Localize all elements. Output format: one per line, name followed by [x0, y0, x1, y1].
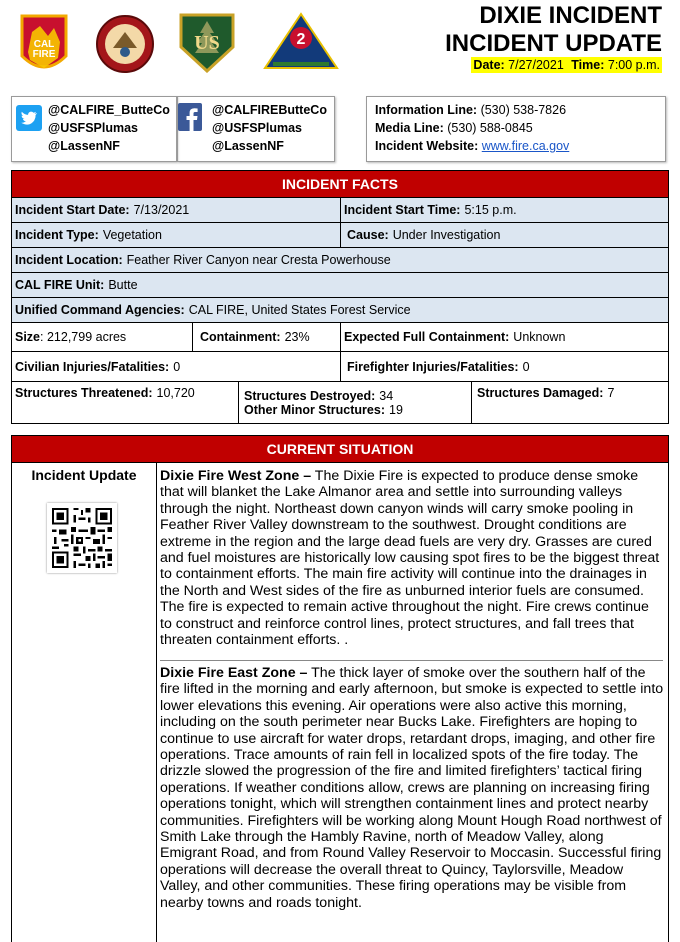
start-time-value: 5:15 p.m. [464, 203, 517, 217]
type-label: Incident Type: [15, 228, 99, 242]
website-label: Incident Website: [375, 139, 479, 153]
east-zone-paragraph [160, 665, 664, 911]
full-containment-value: Unknown [513, 330, 566, 344]
table-row [12, 352, 668, 382]
facebook-box [177, 96, 335, 162]
incident-update-column [12, 463, 157, 942]
qr-code-icon[interactable] [47, 503, 117, 573]
cal-fire-logo [18, 12, 70, 83]
info-line-label: Information Line: [375, 103, 478, 117]
cause-label: Cause: [347, 228, 389, 242]
twitter-icon[interactable] [16, 105, 42, 136]
twitter-handle-3[interactable]: @LassenNF [48, 139, 120, 153]
date-label: Date: [473, 58, 505, 72]
title-line-1: DIXIE INCIDENT [479, 2, 662, 29]
civilian-label: Civilian Injuries/Fatalities: [15, 359, 170, 374]
media-line-label: Media Line: [375, 121, 444, 135]
time-value: 7:00 p.m. [607, 58, 660, 72]
start-date-value: 7/13/2021 [133, 203, 190, 217]
svg-text:CAL: CAL [33, 39, 55, 50]
location-value: Feather River Canyon near Cresta Powerhouse [126, 253, 391, 267]
civilian-value: 0 [173, 359, 181, 374]
unit-value: Butte [108, 278, 138, 292]
containment-label: Containment: [200, 330, 281, 344]
table-row [12, 198, 668, 223]
agencies-label: Unified Command Agencies: [15, 303, 185, 317]
threatened-label: Structures Threatened: [15, 386, 153, 400]
county-seal-logo [95, 14, 155, 79]
title-line-2: INCIDENT UPDATE [445, 30, 662, 57]
start-time-label: Incident Start Time: [344, 203, 461, 217]
agencies-value: CAL FIRE, United States Forest Service [188, 303, 411, 317]
east-zone-title: Dixie Fire East Zone – [160, 665, 308, 681]
date-value: 7/27/2021 [508, 58, 564, 72]
west-zone-text: The Dixie Fire is expected to produce dense smoke that will blanket the Lake Almanor area and settle into surrounding valleys through the night. Northeast down canyon winds will carry smoke pooling in Feather River Valley downstream to the southwest. Drought conditions are extreme in the region and the large dead fuels are very dry. Grasses are cured and fuel moistures are historically low causing spot fires to be the biggest threat to containment efforts. The main fire activity will continue into the drainages in the North and West sides of the fire as unburned interior fuels are consumed. The fire is expected to remain active throughout the night. Fire crews continue to construct and reinforce control lines, protect structures, and fall trees that threaten containment efforts. . [160, 468, 660, 649]
forest-service-logo [178, 11, 236, 78]
cause-value: Under Investigation [392, 228, 501, 242]
containment-value: 23% [284, 330, 310, 344]
destroyed-value: 34 [379, 388, 394, 403]
svg-text:FIRE: FIRE [32, 49, 56, 60]
contact-box [366, 96, 666, 162]
time-label: Time: [571, 58, 605, 72]
type-value: Vegetation [102, 228, 162, 242]
website-link[interactable]: www.fire.ca.gov [481, 139, 570, 153]
facebook-icon[interactable] [178, 103, 202, 136]
table-row [12, 298, 668, 323]
size-label: Size [15, 330, 41, 344]
info-line-value: (530) 538-7826 [480, 103, 567, 117]
incident-facts-header: INCIDENT FACTS [12, 171, 668, 198]
table-row [12, 323, 668, 352]
current-situation-section [11, 435, 669, 942]
firefighter-label: Firefighter Injuries/Fatalities: [347, 359, 519, 374]
media-line-value: (530) 588-0845 [447, 121, 533, 135]
damaged-label: Structures Damaged: [477, 386, 604, 400]
twitter-box [11, 96, 177, 162]
incident-facts-table [11, 170, 669, 424]
region-2-logo [263, 12, 339, 75]
destroyed-label: Structures Destroyed: [244, 388, 376, 403]
threatened-value: 10,720 [156, 386, 195, 400]
west-zone-paragraph [160, 468, 664, 648]
current-situation-header: CURRENT SITUATION [12, 436, 668, 463]
facebook-handle-2[interactable]: @USFSPlumas [212, 121, 302, 135]
location-label: Incident Location: [15, 253, 123, 267]
svg-text:2: 2 [296, 31, 306, 48]
full-containment-label: Expected Full Containment: [344, 330, 510, 344]
east-zone-text: The thick layer of smoke over the southern half of the fire lifted in the morning and early afternoon, but smoke is expected to settle into lower elevations this evening. Air operations were also active this morning, including on the south perimeter near Bucks Lake. Firefighters are hoping to continue to use aircraft for water drops, retardant drops, imaging, and other fire operations. Trace amounts of rain fell in localized spots of the fire today. The drizzle slowed the progression of the fire and limited firefighters’ tactical firing operations. If weather conditions allow, crews are planning on increasing firing operations tonight, which will strengthen containment lines and protect nearby communities. Firefighters will be working along Mount Hough Road northwest of Smith Lake through the Hambly Ravine, north of Meadow Valley, along Emigrant Road, and from Round Valley Reservoir to Moccasin. Successful firing operations will decrease the overall threat to Quincy, Taylorsville, Meadow Valley, and other communities. These firing operations may be visible from nearby towns and roads tonight. [160, 665, 664, 911]
table-row [12, 273, 668, 298]
twitter-handle-2[interactable]: @USFSPlumas [48, 121, 138, 135]
svg-text:US: US [194, 32, 220, 54]
incident-update-label: Incident Update [31, 467, 137, 483]
paragraph-divider [160, 660, 663, 661]
minor-label: Other Minor Structures: [244, 402, 385, 417]
facebook-handle-1[interactable]: @CALFIREButteCo [212, 103, 327, 117]
table-row [12, 248, 668, 273]
facebook-handle-3[interactable]: @LassenNF [212, 139, 284, 153]
date-time-line [471, 57, 662, 73]
table-row [12, 223, 668, 248]
twitter-handle-1[interactable]: @CALFIRE_ButteCo [48, 103, 170, 117]
table-row [12, 382, 668, 423]
damaged-value: 7 [607, 386, 615, 400]
unit-label: CAL FIRE Unit: [15, 278, 105, 292]
start-date-label: Incident Start Date: [15, 203, 130, 217]
firefighter-value: 0 [522, 359, 530, 374]
minor-value: 19 [389, 402, 403, 417]
west-zone-title: Dixie Fire West Zone – [160, 468, 312, 484]
size-value: : 212,799 acres [40, 330, 127, 344]
